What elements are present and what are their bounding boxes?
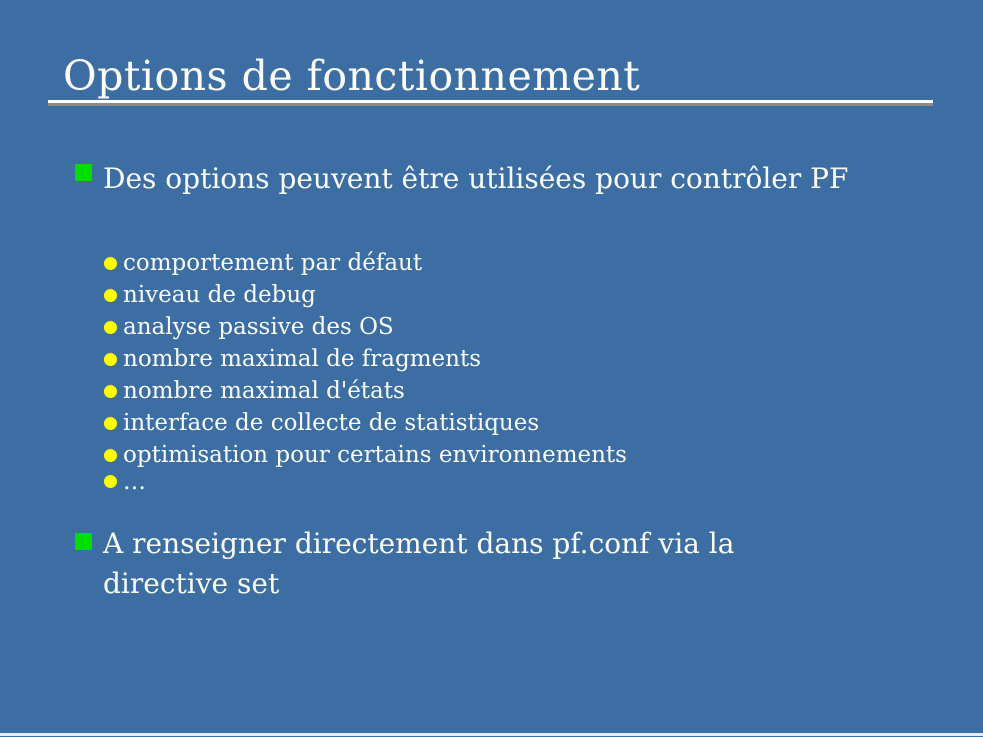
circle-bullet-icon [104,321,117,334]
list-item-label: niveau de debug [123,282,316,308]
list-item [104,247,627,279]
list-item [104,279,627,311]
list-item [104,311,627,343]
square-bullet-icon [75,533,92,550]
circle-bullet-icon [104,257,117,270]
list-item-label: … [123,468,146,495]
bullet-item-options [75,155,865,202]
list-item [104,407,627,439]
circle-bullet-icon [104,449,117,462]
slide-bottom-border [0,733,983,736]
circle-bullet-icon [104,417,117,430]
bullet-text: Des options peuvent être utilisées pour contrôler PF [103,162,849,195]
options-sub-list [104,247,627,495]
title-underline [48,100,933,106]
list-item-label: optimisation pour certains environnements [123,442,627,468]
circle-bullet-icon [104,385,117,398]
list-item-label: nombre maximal d'états [123,378,405,404]
list-item [104,343,627,375]
circle-bullet-icon [104,353,117,366]
list-item [104,375,627,407]
list-item-label: comportement par défaut [123,250,423,276]
list-item [104,439,627,471]
slide-title: Options de fonctionnement [63,52,641,100]
circle-bullet-icon [104,289,117,302]
list-item [104,468,627,495]
list-item-label: interface de collecte de statistiques [123,410,540,436]
circle-bullet-icon [104,475,117,488]
square-bullet-icon [75,164,92,181]
bullet-text: A renseigner directement dans pf.conf via la directive set [103,527,735,600]
list-item-label: analyse passive des OS [123,314,394,340]
list-item-label: nombre maximal de fragments [123,346,482,372]
bullet-item-pfconf [75,524,855,604]
title-underline-shadow [48,103,933,106]
